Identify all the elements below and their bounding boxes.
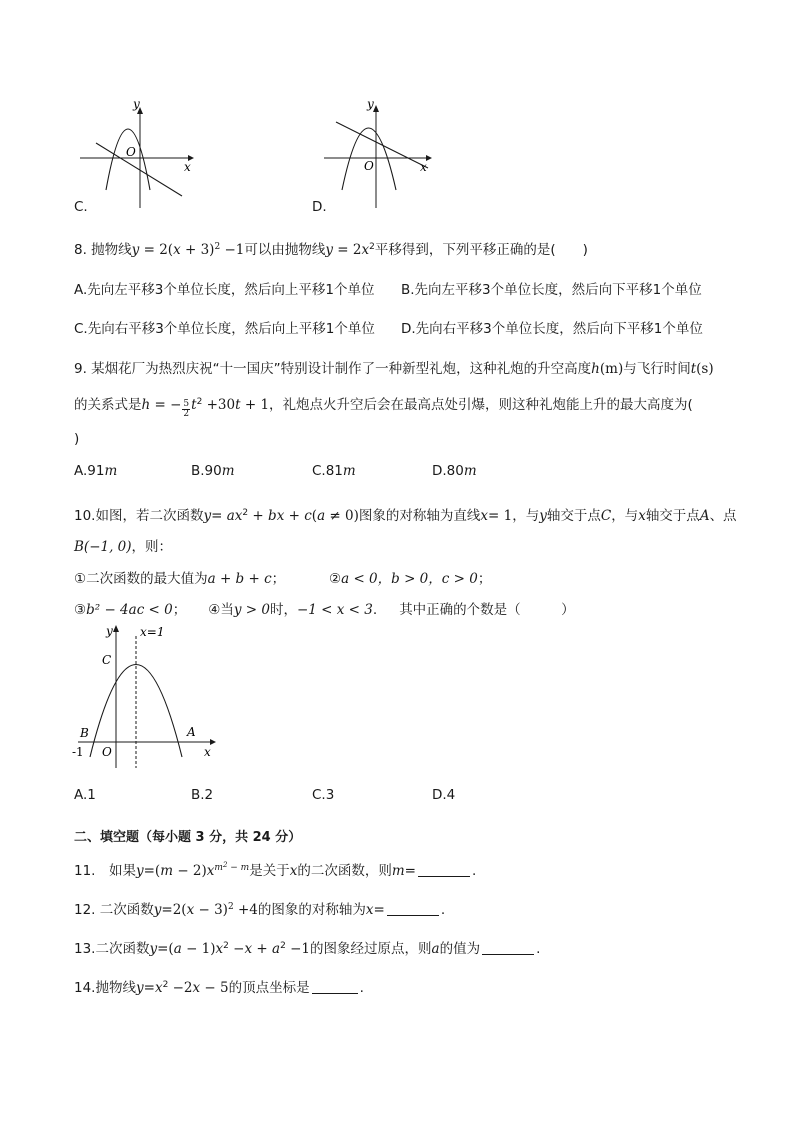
option-d-graph [318,98,438,213]
q11-answer-blank[interactable] [418,863,470,877]
question-9-line2: 的关系式是h = − $\frac{5}{2}$ $t^2 +30t + 1$，礼炮点火升空后会在最高点处引爆，则这种礼炮能上升的最大高度为( [74,397,693,419]
y-label: y [133,98,140,111]
option-d-label: D. [312,199,327,215]
q12-answer-blank[interactable] [387,902,439,916]
q10-option-c: C.3 [312,787,335,803]
q8-option-c: C.先向右平移3个单位长度，然后向上平移1个单位 [74,321,375,337]
origin-label: O [364,159,374,173]
question-11: 11. 如果$y=(m - 2)x^{m^2 - m}$是关于x的二次函数，则m= . [74,861,477,879]
q8-option-d: D.先向右平移3个单位长度，然后向下平移1个单位 [401,321,703,337]
question-9-line3: ) [74,431,80,447]
q14-answer-blank[interactable] [312,980,358,994]
fig-axis-label: x=1 [140,625,165,639]
q8-option-a: A.先向左平移3个单位长度，然后向上平移1个单位 [74,282,375,298]
option-c-graph [78,98,198,213]
q9-option-d: D.80m [432,463,477,479]
q9-option-a: A.91m [74,463,118,479]
question-13: 13.二次函数$y=(a - 1)x^2 -x + a^2 -1$的图象经过原点，则a的值为 . [74,941,541,957]
question-12: 12. 二次函数$y=2(x - 3)^2 +4$的图象的对称轴为x= . [74,902,446,918]
q10-statement-3-4: ③b² − 4ac < 0； ④当y > 0时，−1 < x < 3. 其中正确的个数是（ ） [74,602,575,618]
x-arrow [210,739,216,745]
line [96,143,182,196]
fig-b-label: B [80,726,89,740]
q10-statement-2: ②a < 0，b > 0，c > 0； [329,571,492,587]
question-10-line2: B(−1, 0)，则： [74,539,173,555]
fig-y-label: y [106,624,113,638]
x-arrow [426,155,432,161]
x-label: x [420,160,427,174]
q10-option-d: D.4 [432,787,456,803]
y-arrow [373,105,379,112]
q10-parabola-figure [70,622,230,772]
q10-statement-1: ①二次函数的最大值为a + b + c； [74,571,286,587]
question-8: 8. 抛物线$y = 2(x + 3)^2 -1$可以由抛物线$y = 2x^2$平移得到，下列平移正确的是( ) [74,242,588,258]
question-14: 14.抛物线$y=x^2 -2x - 5$的顶点坐标是 . [74,980,364,996]
y-arrow [113,625,119,632]
fig-neg1-label: -1 [72,745,84,759]
fig-a-label: A [187,725,196,739]
question-10-line1: 10.如图，若二次函数$y= ax^2$ + bx + c(a ≠ 0)图象的对称轴为直线x= 1，与y轴交于点C，与x轴交于点A、点 [74,508,737,524]
option-c-label: C. [74,199,88,215]
q8-option-b: B.先向左平移3个单位长度，然后向下平移1个单位 [401,282,702,298]
fig-c-label: C [102,653,112,667]
y-label: y [367,98,374,111]
fig-origin-label: O [102,745,112,759]
origin-label: O [126,145,136,159]
q10-option-a: A.1 [74,787,96,803]
line [336,122,428,168]
section-2-title: 二、填空题（每小题 3 分，共 24 分） [74,830,302,845]
x-label: x [184,160,191,174]
fig-x-label: x [204,745,211,759]
q9-option-b: B.90m [191,463,235,479]
q9-option-c: C.81m [312,463,356,479]
q10-option-b: B.2 [191,787,214,803]
parabola [106,129,150,190]
question-9-line1: 9. 某烟花厂为热烈庆祝“十一国庆”特别设计制作了一种新型礼炮，这种礼炮的升空高度h(m)与飞行时间t(s) [74,361,714,377]
q13-answer-blank[interactable] [482,941,534,955]
